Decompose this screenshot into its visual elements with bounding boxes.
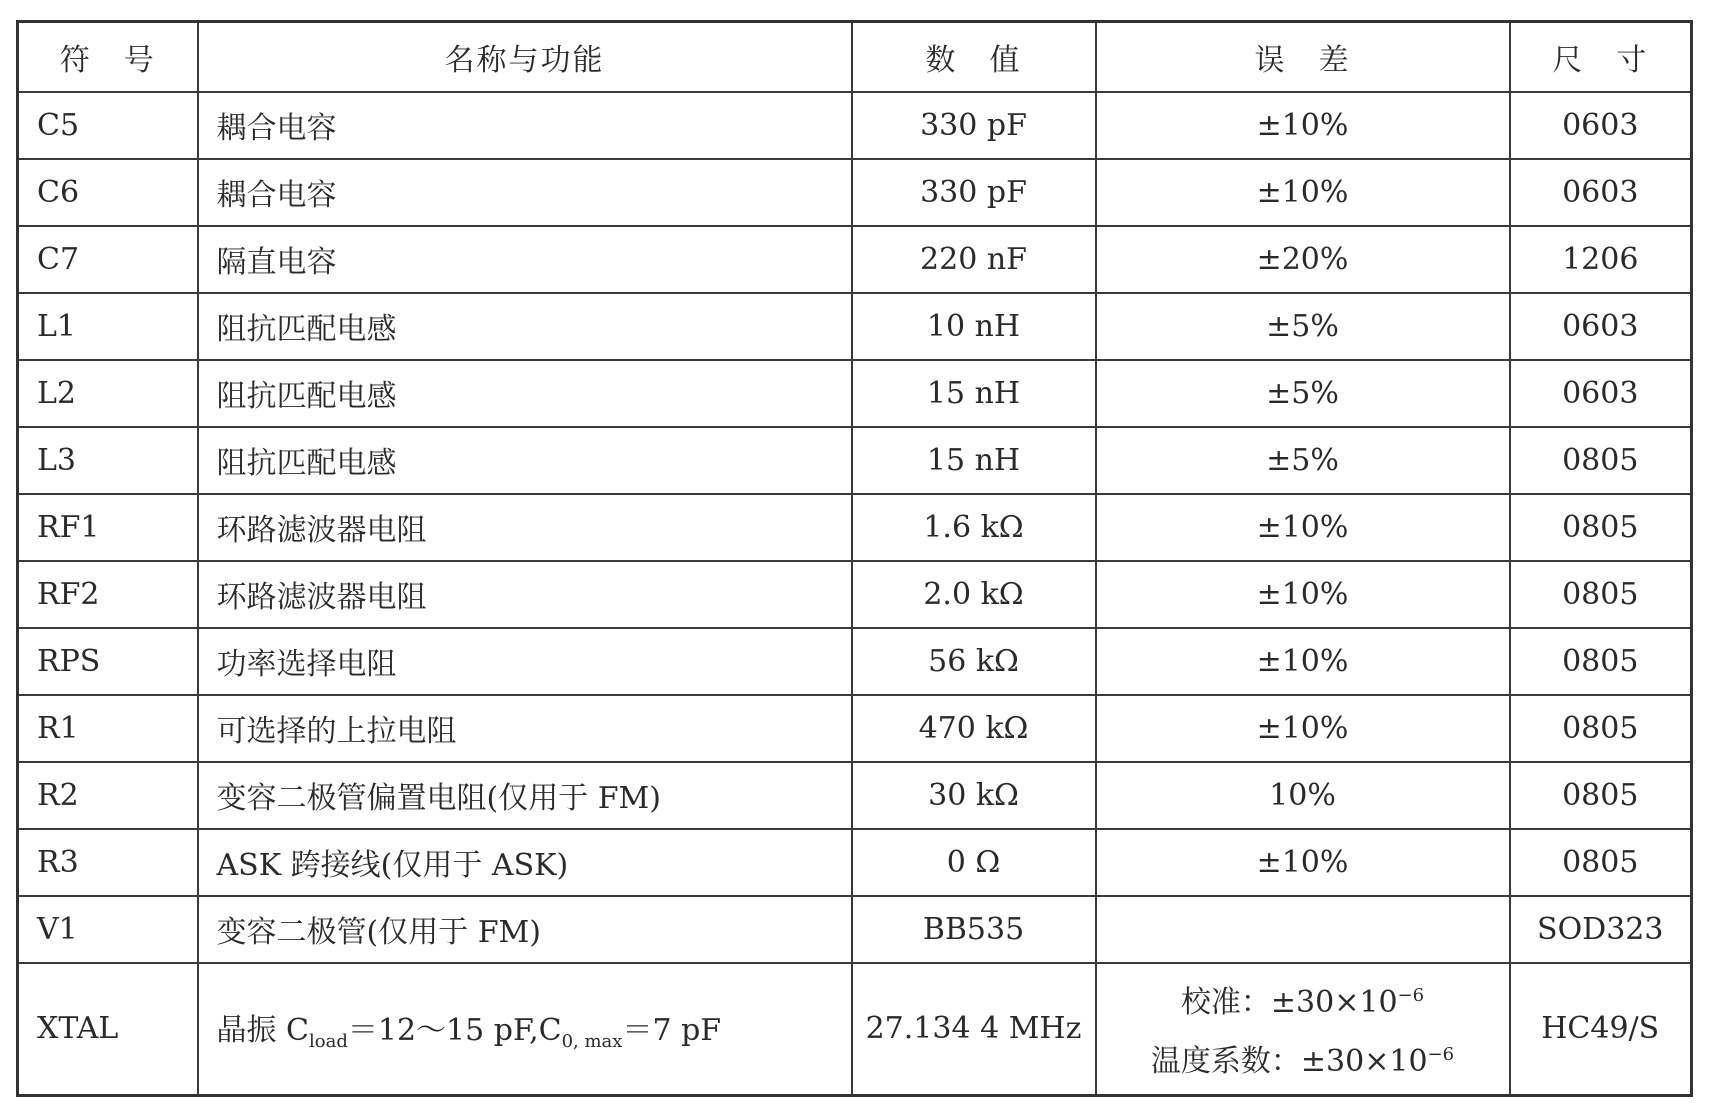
cell-size: 0603 xyxy=(1510,92,1692,159)
cell-symbol: RPS xyxy=(18,628,198,695)
tol1-exponent: −6 xyxy=(1397,984,1425,1006)
table-row xyxy=(18,92,1692,159)
table-row xyxy=(18,159,1692,226)
cell-value: 27.134 4 MHz xyxy=(852,963,1096,1096)
cell-name: 阻抗匹配电感 xyxy=(198,427,852,494)
header-size: 尺 寸 xyxy=(1510,22,1692,92)
cell-tolerance: ±10% xyxy=(1096,829,1510,896)
table-row xyxy=(18,695,1692,762)
tol2-exponent: −6 xyxy=(1427,1043,1455,1065)
table-row xyxy=(18,360,1692,427)
cell-name: 变容二极管(仅用于 FM) xyxy=(198,896,852,963)
cell-name: 环路滤波器电阻 xyxy=(198,561,852,628)
header-tolerance: 误 差 xyxy=(1096,22,1510,92)
table-row xyxy=(18,628,1692,695)
cell-value: 15 nH xyxy=(852,427,1096,494)
cell-tolerance xyxy=(1096,963,1510,1096)
cell-tolerance: ±20% xyxy=(1096,226,1510,293)
cell-symbol: C5 xyxy=(18,92,198,159)
cell-size: 0805 xyxy=(1510,695,1692,762)
header-symbol: 符 号 xyxy=(18,22,198,92)
cell-tolerance: 10% xyxy=(1096,762,1510,829)
cell-tolerance: ±10% xyxy=(1096,695,1510,762)
cell-name xyxy=(198,963,852,1096)
cell-name: 功率选择电阻 xyxy=(198,628,852,695)
cell-name: 变容二极管偏置电阻(仅用于 FM) xyxy=(198,762,852,829)
cell-symbol: RF1 xyxy=(18,494,198,561)
xtal-tolerance-temperature xyxy=(1097,1029,1509,1088)
component-table xyxy=(16,20,1693,1097)
cell-value: 0 Ω xyxy=(852,829,1096,896)
cell-value: 1.6 kΩ xyxy=(852,494,1096,561)
table-body xyxy=(18,92,1692,1096)
table-row xyxy=(18,226,1692,293)
cell-size: HC49/S xyxy=(1510,963,1692,1096)
cell-symbol: R3 xyxy=(18,829,198,896)
cell-size: 0603 xyxy=(1510,159,1692,226)
cell-value: BB535 xyxy=(852,896,1096,963)
cell-size: 0805 xyxy=(1510,762,1692,829)
table-row xyxy=(18,494,1692,561)
table-row xyxy=(18,896,1692,963)
header-value: 数 值 xyxy=(852,22,1096,92)
cell-tolerance: ±10% xyxy=(1096,561,1510,628)
table-row xyxy=(18,427,1692,494)
cell-name: 耦合电容 xyxy=(198,159,852,226)
cell-symbol: R2 xyxy=(18,762,198,829)
cell-symbol: C6 xyxy=(18,159,198,226)
cell-name: 耦合电容 xyxy=(198,92,852,159)
cell-name: 可选择的上拉电阻 xyxy=(198,695,852,762)
table-row xyxy=(18,762,1692,829)
cell-symbol: RF2 xyxy=(18,561,198,628)
tol2-text: 温度系数：±30×10 xyxy=(1150,1043,1428,1079)
cell-size: 0805 xyxy=(1510,427,1692,494)
cell-tolerance: ±10% xyxy=(1096,159,1510,226)
cell-value: 330 pF xyxy=(852,92,1096,159)
cell-value: 330 pF xyxy=(852,159,1096,226)
cell-tolerance: ±10% xyxy=(1096,628,1510,695)
cell-value: 30 kΩ xyxy=(852,762,1096,829)
xtal-name-prefix: 晶振 C xyxy=(216,1013,309,1049)
cell-tolerance xyxy=(1096,896,1510,963)
cell-size: 0805 xyxy=(1510,628,1692,695)
cell-symbol: L2 xyxy=(18,360,198,427)
xtal-name-sub-load: load xyxy=(309,1031,348,1053)
xtal-name-mid: ＝12～15 pF,C xyxy=(347,1013,562,1049)
cell-name: ASK 跨接线(仅用于 ASK) xyxy=(198,829,852,896)
cell-value: 470 kΩ xyxy=(852,695,1096,762)
cell-name: 环路滤波器电阻 xyxy=(198,494,852,561)
cell-size: 1206 xyxy=(1510,226,1692,293)
xtal-name-sub-c0max: 0, max xyxy=(561,1031,623,1053)
xtal-name-suffix: ＝7 pF xyxy=(622,1013,722,1049)
cell-symbol: L1 xyxy=(18,293,198,360)
cell-size: 0805 xyxy=(1510,494,1692,561)
table-row xyxy=(18,293,1692,360)
table-row xyxy=(18,829,1692,896)
cell-size: SOD323 xyxy=(1510,896,1692,963)
table-row-xtal xyxy=(18,963,1692,1096)
cell-tolerance: ±5% xyxy=(1096,293,1510,360)
cell-symbol: L3 xyxy=(18,427,198,494)
cell-value: 15 nH xyxy=(852,360,1096,427)
cell-name: 阻抗匹配电感 xyxy=(198,360,852,427)
tol1-text: 校准：±30×10 xyxy=(1180,984,1398,1020)
cell-symbol: R1 xyxy=(18,695,198,762)
cell-size: 0805 xyxy=(1510,561,1692,628)
cell-tolerance: ±10% xyxy=(1096,92,1510,159)
cell-name: 阻抗匹配电感 xyxy=(198,293,852,360)
cell-tolerance: ±5% xyxy=(1096,360,1510,427)
cell-value: 10 nH xyxy=(852,293,1096,360)
cell-size: 0603 xyxy=(1510,360,1692,427)
cell-symbol: V1 xyxy=(18,896,198,963)
xtal-tolerance-calibration xyxy=(1097,970,1509,1029)
cell-value: 220 nF xyxy=(852,226,1096,293)
cell-size: 0805 xyxy=(1510,829,1692,896)
cell-name: 隔直电容 xyxy=(198,226,852,293)
cell-value: 56 kΩ xyxy=(852,628,1096,695)
cell-value: 2.0 kΩ xyxy=(852,561,1096,628)
cell-symbol: XTAL xyxy=(18,963,198,1096)
cell-tolerance: ±5% xyxy=(1096,427,1510,494)
cell-size: 0603 xyxy=(1510,293,1692,360)
cell-symbol: C7 xyxy=(18,226,198,293)
cell-tolerance: ±10% xyxy=(1096,494,1510,561)
header-name: 名称与功能 xyxy=(198,22,852,92)
header-row xyxy=(18,22,1692,92)
table-row xyxy=(18,561,1692,628)
